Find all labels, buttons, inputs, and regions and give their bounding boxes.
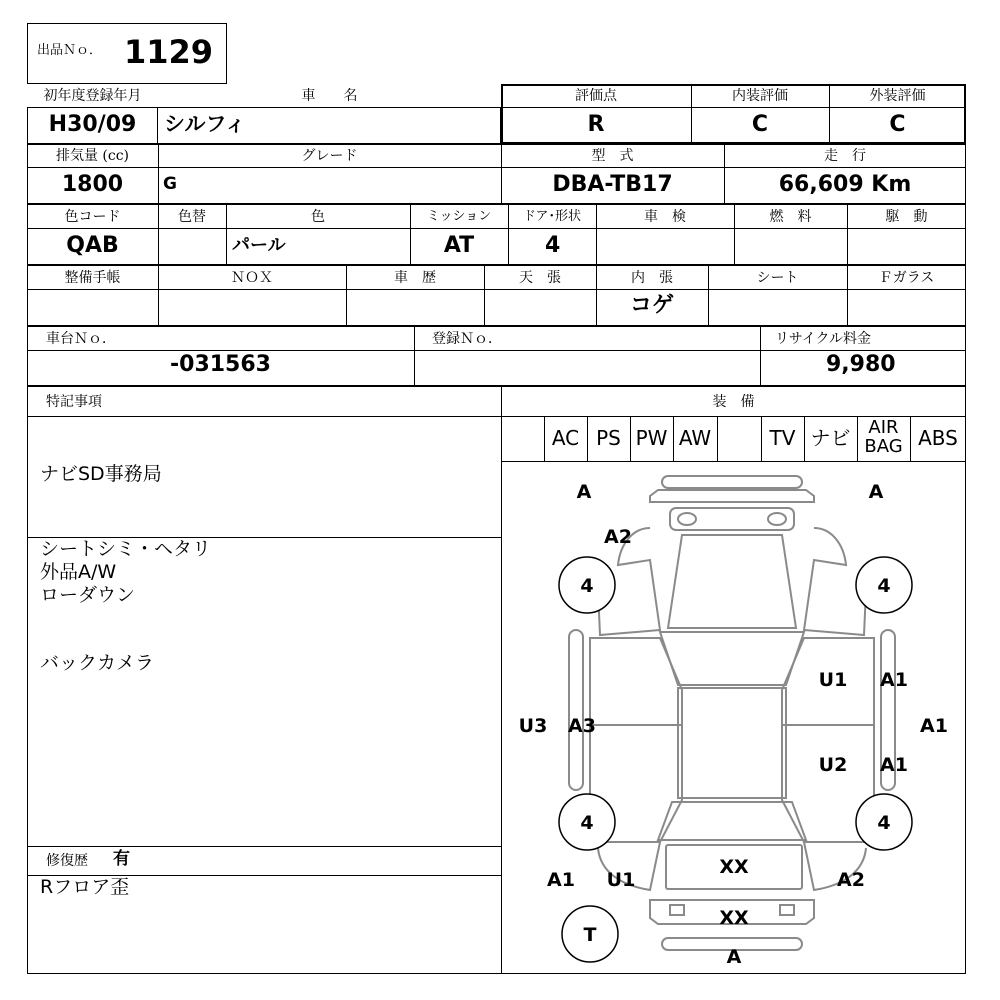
- mark-wheel-rr: 4: [877, 812, 891, 834]
- exterior-value: C: [889, 112, 906, 137]
- exterior-label: 外装評価: [869, 88, 926, 104]
- mark-right-rocker: A1: [920, 715, 948, 737]
- recycle-value: 9,980: [826, 352, 896, 377]
- remarks-line-2: シートシミ・ヘタリ: [40, 538, 212, 560]
- remarks-header-line: [27, 416, 502, 417]
- lining-label: 内 張: [631, 270, 673, 286]
- model-value: DBA-TB17: [552, 172, 673, 197]
- lot-number: 1129: [124, 33, 214, 71]
- equipment-abs: ABS: [918, 426, 958, 450]
- mark-wheel-rl: 4: [580, 812, 594, 834]
- lining-value: コゲ: [629, 293, 674, 318]
- score-value: R: [587, 112, 605, 137]
- equipment-aw: AW: [678, 426, 712, 450]
- glass-label: Ｆガラス: [878, 270, 935, 286]
- mark-front-left: A: [576, 481, 592, 503]
- car-name-value: シルフィ: [164, 112, 246, 136]
- registration-label: 登録Ｎｏ．: [432, 331, 502, 347]
- mark-left-rocker: U3: [518, 715, 548, 737]
- equipment-airbag-line1: AIR: [868, 417, 899, 438]
- row5-sep-1: [414, 326, 415, 386]
- color-label: 色: [311, 209, 325, 225]
- mark-right-rear-door-1: U2: [818, 754, 848, 776]
- row5-divider: [27, 350, 966, 351]
- grade-value: G: [163, 174, 177, 194]
- mark-left-door: A3: [568, 715, 596, 737]
- mark-trunk: XX: [719, 856, 749, 878]
- color-code-value: QAB: [66, 233, 119, 258]
- repair-label: 修復歴: [46, 853, 88, 869]
- equipment-airbag: [857, 418, 910, 456]
- eval-divider: [501, 107, 966, 108]
- repair-note: Rフロア歪: [40, 876, 130, 898]
- row2-divider: [27, 167, 966, 168]
- chassis-value: -031563: [170, 352, 271, 377]
- service-label: 整備手帳: [64, 270, 121, 286]
- wheel-circles: [559, 557, 912, 962]
- remarks-line-4: ローダウン: [40, 584, 136, 606]
- remarks-line-1: ナビSD事務局: [40, 463, 162, 485]
- displacement-value: 1800: [61, 172, 124, 197]
- mark-wheel-fr: 4: [877, 575, 891, 597]
- interior-label: 内装評価: [732, 88, 788, 104]
- roof-label: 天 張: [519, 270, 561, 286]
- lot-label: 出品Ｎｏ．: [37, 43, 103, 58]
- first-reg-label: 初年度登録年月: [43, 88, 142, 104]
- equipment-airbag-line2: BAG: [864, 436, 903, 457]
- mark-rear-bottom: A: [726, 946, 742, 968]
- row4-divider: [27, 289, 966, 290]
- mark-rear-right: A2: [837, 869, 865, 891]
- recycle-label: リサイクル料金: [775, 331, 872, 347]
- equipment-tv: TV: [769, 426, 796, 450]
- eq-sep-5: [717, 416, 718, 461]
- color-code-label: 色コード: [64, 209, 121, 225]
- interior-value: C: [751, 112, 769, 137]
- repaint-label: 色替: [178, 209, 206, 225]
- repair-value: 有: [113, 849, 130, 869]
- door-label: ドア･形状: [522, 209, 582, 224]
- first-reg-value: H30/09: [48, 112, 137, 137]
- equipment-navi: ナビ: [810, 426, 851, 450]
- car-name-label: 車 名: [301, 88, 358, 104]
- history-label: 車 歴: [394, 270, 436, 286]
- mark-right-rear-door-2: A1: [880, 754, 908, 776]
- mark-rear-bumper: XX: [719, 907, 749, 929]
- equipment-pw: PW: [635, 426, 668, 450]
- mark-hood: A2: [604, 526, 632, 548]
- repair-top-line: [27, 846, 502, 847]
- mark-right-front-door-1: U1: [818, 669, 848, 691]
- mileage-label: 走 行: [824, 148, 866, 164]
- mark-rear-left-1: A1: [547, 869, 575, 891]
- equipment-ps: PS: [596, 426, 621, 450]
- mission-value: AT: [443, 233, 475, 258]
- mission-label: ミッション: [426, 209, 492, 224]
- remarks-line-5: バックカメラ: [40, 652, 155, 674]
- grade-label: グレード: [301, 148, 358, 164]
- nox-label: ＮＯＸ: [231, 270, 273, 286]
- row3-divider: [27, 228, 966, 229]
- car-damage-diagram: [502, 462, 965, 973]
- remarks-label: 特記事項: [46, 394, 102, 410]
- lot-box: [27, 23, 227, 84]
- equipment-label: 装 備: [712, 394, 755, 410]
- mark-right-front-door-2: A1: [880, 669, 908, 691]
- fuel-label: 燃 料: [769, 209, 812, 225]
- inspection-label: 車 検: [644, 209, 686, 225]
- mark-wheel-fl: 4: [580, 575, 594, 597]
- mark-front-right: A: [868, 481, 884, 503]
- equipment-ac: AC: [551, 426, 580, 450]
- color-value: パール: [232, 235, 286, 256]
- displacement-label: 排気量 (cc): [55, 148, 130, 164]
- door-value: 4: [545, 233, 561, 258]
- mark-rear-left-2: U1: [606, 869, 636, 891]
- score-label: 評価点: [575, 88, 617, 104]
- mark-spare: T: [583, 924, 597, 946]
- drive-label: 駆 動: [885, 209, 928, 225]
- chassis-label: 車台Ｎｏ．: [46, 331, 116, 347]
- seat-label: シート: [756, 270, 799, 286]
- mileage-value: 66,609 Km: [778, 172, 912, 197]
- row5-sep-2: [760, 326, 761, 386]
- remarks-line-3: 外品A/W: [40, 561, 117, 583]
- model-label: 型 式: [591, 148, 634, 164]
